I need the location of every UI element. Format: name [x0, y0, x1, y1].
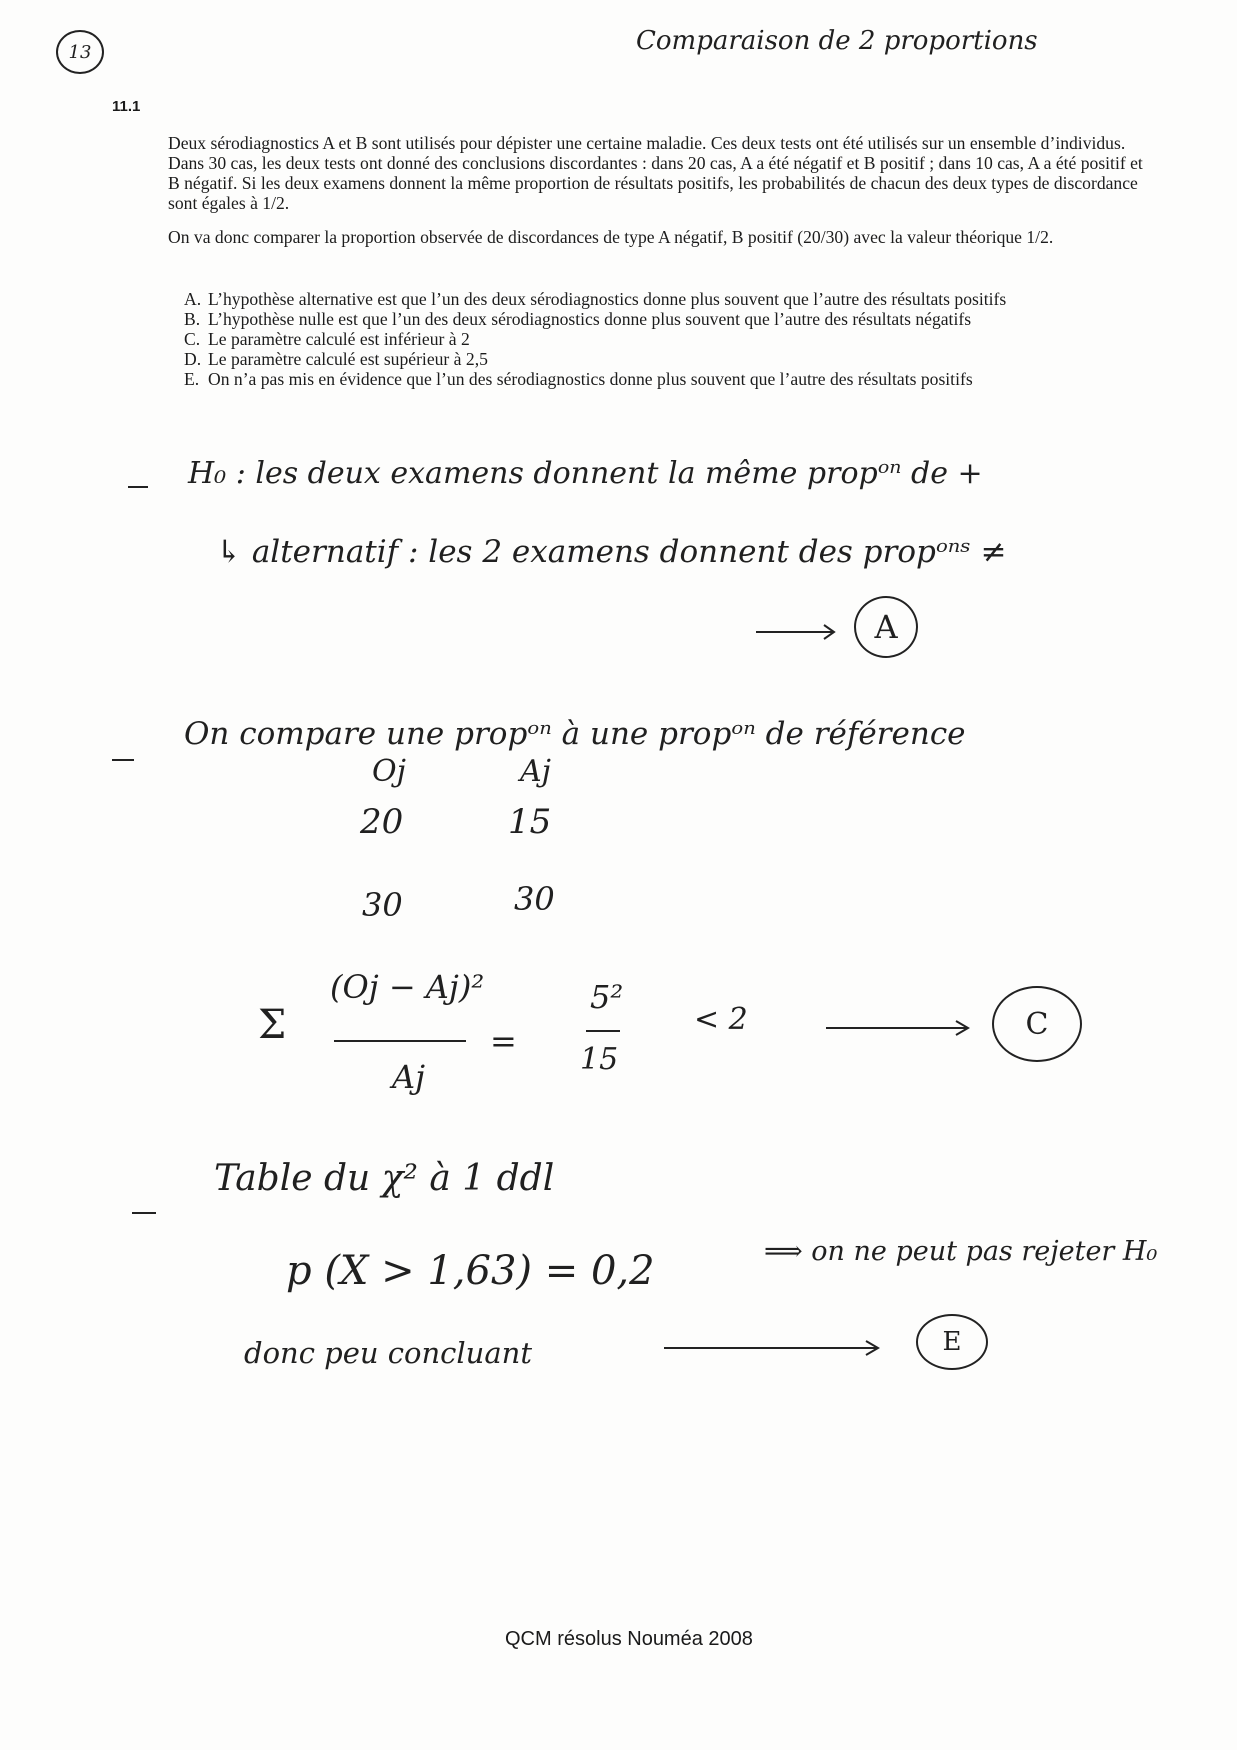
answer-c: C	[1025, 1006, 1049, 1042]
answer-options	[184, 289, 1174, 389]
question-text	[168, 133, 1158, 261]
page-number: 13	[68, 41, 92, 63]
table-col-observed: Oj	[372, 754, 406, 789]
answer-e-circle	[916, 1314, 988, 1370]
formula-denominator: Aj	[392, 1058, 426, 1096]
result-denominator: 15	[580, 1042, 619, 1077]
arrow-to-a	[754, 622, 838, 642]
handwritten-title: Comparaison de 2 proportions	[636, 26, 1038, 56]
h0-line: H₀ : les deux examens donnent la même propᵒⁿ de +	[188, 456, 983, 491]
arrow-to-e	[662, 1338, 884, 1358]
option-c: C. Le paramètre calculé est inférieur à 2	[184, 329, 470, 349]
formula-equals: =	[490, 1022, 517, 1060]
formula-fraction-bar	[334, 1040, 466, 1042]
option-d: D. Le paramètre calculé est supérieur à 2,5	[184, 349, 488, 369]
compare-line: On compare une propᵒⁿ à une propᵒⁿ de référence	[184, 716, 966, 752]
result-comparison: < 2	[694, 1002, 748, 1037]
footer-text: QCM résolus Nouméa 2008	[505, 1628, 753, 1650]
answer-e: E	[942, 1327, 962, 1357]
p-value-line: p (X > 1,63) = 0,2	[286, 1248, 655, 1294]
option-a: A. L’hypothèse alternative est que l’un des deux sérodiagnostics donne plus souvent que l’autre des résultats positifs	[184, 289, 1007, 309]
option-b: B. L’hypothèse nulle est que l’un des deux sérodiagnostics donne plus souvent que l’autre des résultats négatifs	[184, 309, 972, 329]
option-e: E. On n’a pas mis en évidence que l’un des sérodiagnostics donne plus souvent que l’autre des résultats positifs	[184, 369, 973, 389]
result-fraction-bar	[586, 1030, 620, 1032]
bullet-dash-2	[112, 759, 134, 761]
bullet-dash-1	[128, 486, 148, 488]
table-col-expected: Aj	[520, 754, 551, 789]
question-paragraph-1: Deux sérodiagnostics A et B sont utilisés pour dépister une certaine maladie. Ces deux tests ont été utilisés sur un ensemble d’individus. Dans 30 cas, les deux tests ont donné des conclusions discordantes : dans 20 cas, A a été négatif et B positif ; dans 10 cas, A a été positif et B négatif. Si les deux examens donnent la même proportion de résultats positifs, les probabilités de chacun des deux types de discordance sont égales à 1/2.	[168, 133, 1143, 213]
alternative-line: ↳ alternatif : les 2 examens donnent des propᵒⁿˢ ≠	[216, 534, 1007, 570]
answer-a: A	[874, 608, 898, 646]
question-number: 11.1	[112, 98, 141, 115]
page-number-circle	[56, 30, 104, 74]
table-expected-value: 15	[508, 802, 552, 842]
formula-numerator: (Oj − Aj)²	[330, 968, 485, 1006]
table-observed-value: 20	[360, 802, 404, 842]
inconclusive-line: donc peu concluant	[244, 1336, 532, 1370]
answer-a-circle	[854, 596, 918, 658]
arrow-to-c	[824, 1018, 974, 1038]
result-numerator: 5²	[590, 978, 624, 1016]
table-observed-total: 30	[362, 886, 403, 924]
chi2-table-line: Table du χ² à 1 ddl	[214, 1158, 555, 1199]
formula-sum: Σ	[258, 1002, 287, 1048]
question-paragraph-2: On va donc comparer la proportion observée de discordances de type A négatif, B positif (20/30) avec la valeur théorique 1/2.	[168, 227, 1054, 247]
conclusion-line: ⟹ on ne peut pas rejeter H₀	[764, 1236, 1158, 1267]
answer-c-circle	[992, 986, 1082, 1062]
bullet-dash-3	[132, 1212, 156, 1214]
table-expected-total: 30	[514, 880, 555, 918]
